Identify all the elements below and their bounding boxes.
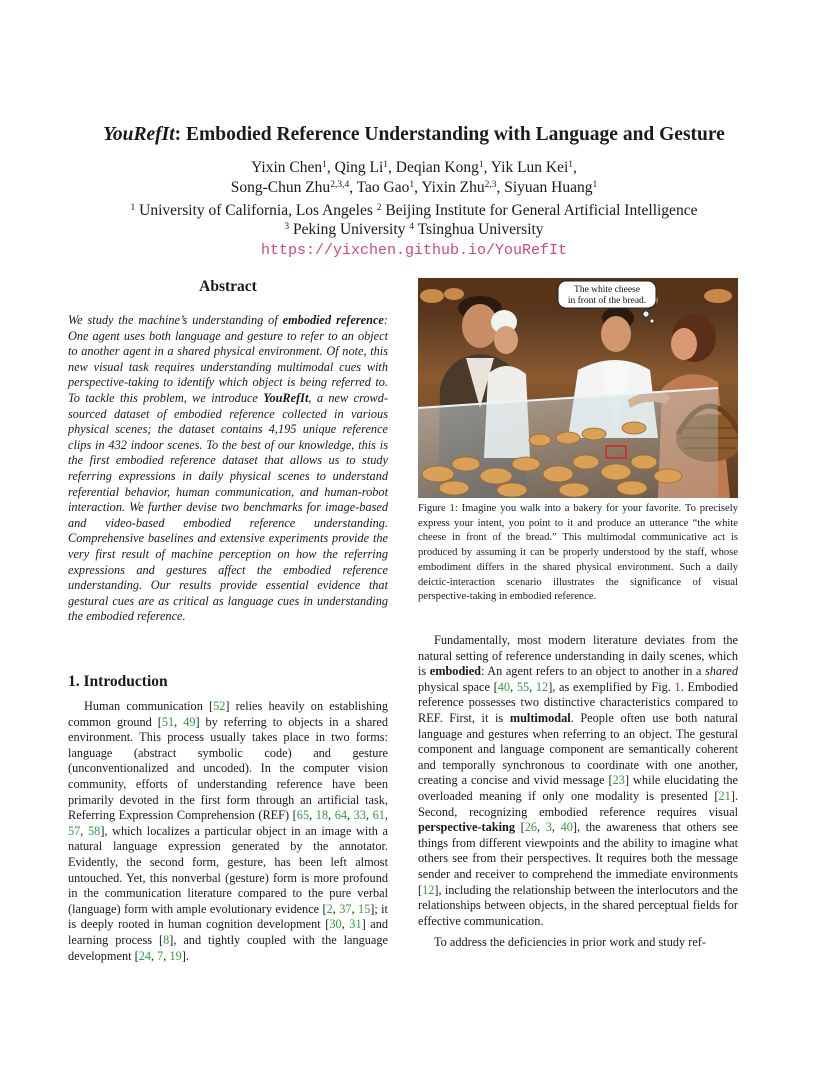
- author-name: Tao Gao: [356, 179, 410, 196]
- affiliations-line-2: [60, 220, 768, 240]
- citation-link[interactable]: 33: [353, 808, 366, 823]
- citation-link[interactable]: 7: [157, 948, 164, 963]
- abstract-emphasis: YouRefIt: [263, 390, 309, 405]
- citation-link[interactable]: 24: [138, 948, 151, 963]
- affiliation-name: University of California, Los Angeles: [135, 202, 377, 219]
- author-name: Yixin Chen: [251, 159, 323, 176]
- authors-line-2: Song-Chun Zhu$^{2,3,4}$, Tao Gao$^1$, Yixin Zhu$^{2,3}$, Siyuan Huang$^1$: [230, 179, 598, 196]
- citation-link[interactable]: 31: [349, 917, 362, 932]
- author-affiliation-mark: 1: [383, 160, 389, 170]
- affiliation-name: Tsinghua University: [414, 221, 544, 238]
- citation-link[interactable]: 61: [372, 808, 385, 823]
- author-name: Yixin Zhu: [421, 179, 485, 196]
- citation-link[interactable]: 65: [296, 808, 310, 823]
- author-name: Siyuan Huang: [504, 179, 593, 196]
- citation-link[interactable]: 18: [315, 808, 329, 823]
- speech-bubble-line-2: in front of the bread.: [567, 296, 647, 306]
- emphasis-italic: shared: [704, 664, 738, 679]
- citation-link[interactable]: 49: [183, 714, 196, 729]
- citation-link[interactable]: 23: [612, 773, 625, 788]
- citation-link[interactable]: 12: [422, 882, 435, 897]
- citation-link[interactable]: 26: [524, 820, 538, 835]
- emphasis-bold: perspective-taking: [418, 820, 515, 835]
- title-rest: : Embodied Reference Understanding with Language and Gesture: [174, 124, 725, 145]
- citation-link[interactable]: 57: [68, 823, 81, 838]
- citation-link[interactable]: 52: [213, 699, 226, 713]
- abstract-text: We study the machine’s understanding of embodied reference: One agent uses both language and gesture to refer to an object to another agent in a shared physical environment. Of note, this new visual task requires understanding multimodal cues with perspective-taking to identify which object is being referred to. To tackle this problem, we introduce YouRefIt, a new crowd-sourced dataset of embodied reference collected in various physical scenes; the dataset contains 4,195 unique reference clips in 432 indoor scenes. To the best of our knowledge, this is the first embodied reference dataset that allows us to study referring expressions in daily physical scenes to understand referential behavior, human communication, and human-robot interaction. We further devise two benchmarks for image-based and video-based embodied reference understanding. Comprehensive baselines and extensive experiments provide the very first result of machine perception on how the referring expressions and gestures affect the embodied reference understanding. Our results provide essential evidence that gestural cues are as critical as language cues in understanding the embodied reference.: [68, 313, 388, 624]
- abstract-emphasis: embodied reference: [282, 313, 384, 327]
- affiliation-name: Peking University: [289, 221, 410, 238]
- affiliation-mark: 4: [409, 222, 415, 232]
- authors-line-1: Yixin Chen$^1$, Qing Li$^1$, Deqian Kong$^1$, Yik Lun Kei$^1$,: [251, 159, 577, 176]
- citation-link[interactable]: 21: [718, 788, 731, 803]
- author-affiliation-mark: 1: [592, 180, 598, 190]
- citation-link[interactable]: 8: [163, 932, 170, 947]
- author-affiliation-mark: 1: [568, 160, 574, 170]
- affiliations-line-1: [60, 201, 768, 221]
- affiliation-mark: 1: [130, 203, 136, 213]
- figure-1-caption: Figure 1: Imagine you walk into a bakery for your favorite. To precisely express your intent, you point to it and produce an utterance “the white cheese in front of the bread.” This multimodal communicative act is produced by assuming it can be properly understood by the staff, whose embodiment differs in the shared physical environment. Such a daily deictic-interaction scenario illustrates the significance of visual perspective-taking in embodied reference.: [418, 503, 738, 603]
- right-column-text: [418, 633, 738, 951]
- title-dataset-name: YouRefIt: [103, 124, 175, 145]
- citation-link[interactable]: 37: [339, 901, 352, 916]
- author-affiliation-mark: 1: [478, 160, 484, 170]
- affiliation-mark: 2: [376, 203, 382, 213]
- speech-bubble-line-1: The white cheese: [574, 285, 640, 295]
- emphasis-bold: embodied: [429, 664, 481, 679]
- citation-link[interactable]: 12: [535, 679, 549, 694]
- author-affiliation-mark: 2,3: [484, 180, 497, 190]
- author-name: Deqian Kong: [395, 159, 479, 176]
- citation-link[interactable]: 15: [357, 901, 371, 916]
- abstract-heading: Abstract: [199, 278, 257, 295]
- citation-link[interactable]: 55: [516, 679, 530, 694]
- affiliation-name: Beijing Institute for General Artificial Intelligence: [381, 202, 698, 219]
- emphasis-bold: multimodal: [509, 710, 571, 725]
- paragraph-address-deficiencies: To address the deficiencies in prior work and study ref-: [434, 935, 706, 950]
- citation-link[interactable]: 30: [329, 917, 342, 932]
- author-name: Song-Chun Zhu: [230, 179, 331, 196]
- affiliation-mark: 3: [284, 222, 290, 232]
- author-affiliation-mark: 1: [409, 180, 415, 190]
- author-affiliation-mark: 2,3,4: [330, 180, 350, 190]
- author-name: Qing Li: [334, 159, 384, 176]
- citation-link[interactable]: 64: [334, 808, 347, 823]
- author-affiliation-mark: 1: [322, 160, 327, 170]
- citation-link[interactable]: 40: [497, 679, 511, 694]
- figure-1-bakery-photo: [418, 278, 738, 498]
- citation-link[interactable]: 2: [326, 901, 333, 916]
- citation-link[interactable]: 51: [161, 714, 175, 729]
- introduction-heading: 1. Introduction: [68, 673, 168, 690]
- figure-ref-link[interactable]: 1: [674, 679, 681, 694]
- project-url[interactable]: https://yixchen.github.io/YouRefIt: [260, 242, 568, 259]
- citation-link[interactable]: 19: [169, 948, 182, 963]
- paragraph-embodied-reference: Fundamentally, most modern literature deviates from the natural setting of reference understanding in daily scenes, which is embodied: An agent refers to an object to another in a shared physical space [40, 55, 12], as exemplified by Fig. 1. Embodied reference possesses two distinctive characteristics compared to REF. First, it is multimodal. People often use both natural language and gestures when referring to an object. The gestural component and language component are semantically coherent and temporally synchronous to coordinate with one another, creating a concise and vivid message [23] while elucidating the overloaded meaning if only one modality is presented [21]. Second, recognizing embodied reference requires visual perspective-taking [26, 3, 40], the awareness that others see things from different viewpoints and the ability to imagine what others see from their perspectives. It requires both the message sender and receiver to comprehend the immediate environments [12], including the relationship between the interlocutors and the relationships between objects, in the shared perceptual fields for effective communication.: [418, 633, 738, 928]
- citation-link[interactable]: 3: [545, 820, 552, 835]
- citation-link[interactable]: 58: [88, 823, 101, 838]
- author-name: Yik Lun Kei: [490, 159, 569, 176]
- bakery-scene-illustration: [418, 278, 738, 498]
- citation-link[interactable]: 40: [560, 820, 573, 835]
- paper-title: [60, 124, 768, 146]
- introduction-text: Human communication [52] relies heavily on establishing common ground [51, 49] by referring to objects in a shared environment. This process usually takes place in two forms: language (abstract symbolic code) and gesture (unconventionalized and uncoded). In the computer vision community, efforts of understanding reference have been primarily devoted in the first form through an artificial task, Referring Expression Comprehension (REF) [65, 18, 64, 33, 61, 57, 58], which localizes a particular object in an image with a natural language expression generated by the annotator. Evidently, the second form, gesture, has been left almost untouched. Yet, this nonverbal (gesture) form is more profound in the communication literature compared to the pure verbal (language) form with ample evolutionary evidence [2, 37, 15]; it is deeply rooted in human cognition development [30, 31] and learning process [8], and tightly coupled with the language development [24, 7, 19].: [68, 699, 388, 963]
